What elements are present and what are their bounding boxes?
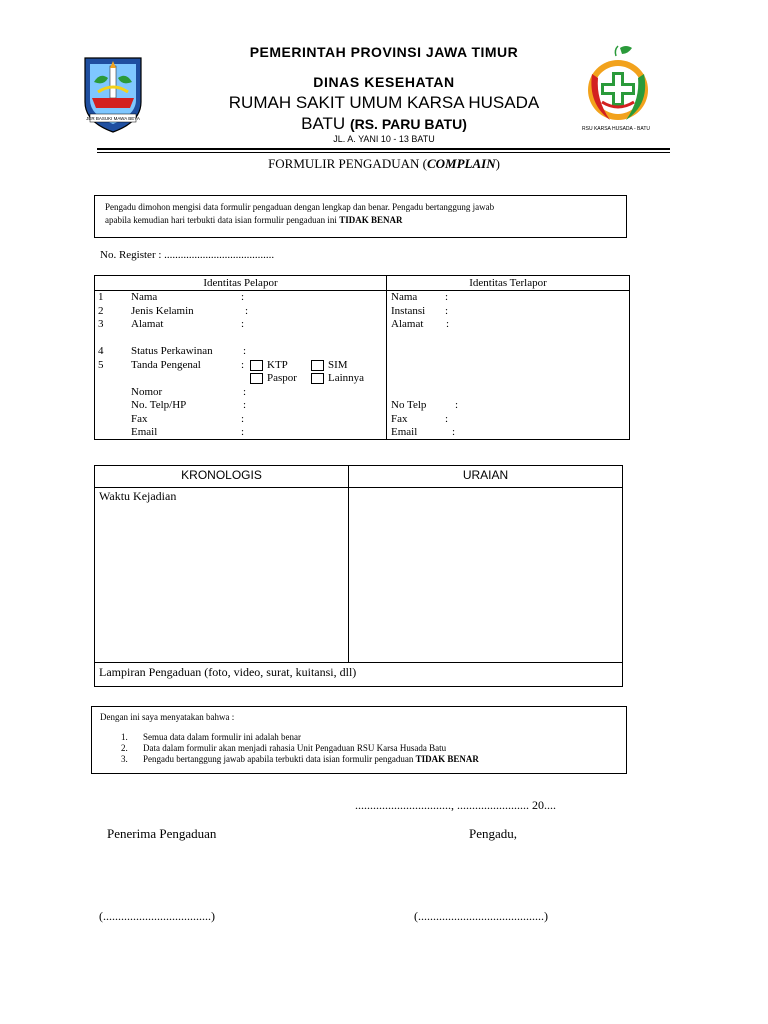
id-option-label: Lainnya (328, 372, 365, 384)
description-header: URAIAN (462, 468, 509, 482)
reported-agency-field[interactable]: : (445, 305, 449, 317)
chronology-divider (348, 466, 349, 662)
form-title (0, 156, 768, 172)
statement-box (91, 706, 627, 774)
chronology-table (94, 465, 623, 687)
statement-item-number: 3. (121, 754, 128, 764)
incident-time-label: Waktu Kejadian (99, 489, 177, 503)
id-option-ktp[interactable] (250, 359, 288, 371)
reporter-name-label: Nama (131, 291, 158, 303)
reporter-fax-field[interactable]: : (241, 413, 245, 425)
row-number: 4 (98, 345, 104, 357)
form-title-italic: COMPLAIN (426, 156, 496, 171)
identity-table-header-rule (95, 290, 629, 291)
row-number: 1 (98, 291, 104, 303)
reported-phone-label: No Telp (391, 399, 427, 411)
hospital-address: JL. A. YANI 10 - 13 BATU (333, 134, 435, 144)
reported-agency-label: Instansi (391, 305, 426, 317)
checkbox[interactable] (311, 360, 324, 371)
province-logo-motto: JER BASUKI MAWA BEYA (86, 116, 140, 121)
reported-name-field[interactable]: : (445, 291, 449, 303)
checkbox[interactable] (311, 373, 324, 384)
notice-line-2-text: apabila kemudian hari terbukti data isian formulir pengaduan ini (105, 215, 340, 225)
description-input-area[interactable] (353, 491, 618, 659)
statement-intro: Dengan ini saya menyatakan bahwa : (100, 712, 235, 722)
statement-item-text (143, 752, 479, 766)
complainant-signature-line[interactable]: (..........................................) (414, 909, 548, 923)
chronology-header: KRONOLOGIS (181, 468, 262, 482)
receiver-label: Penerima Pengaduan (107, 826, 217, 841)
notice-box (94, 195, 627, 238)
reported-fax-label: Fax (391, 413, 408, 425)
checkbox[interactable] (250, 373, 263, 384)
complainant-label: Pengadu, (469, 826, 518, 841)
chronology-footer-rule (95, 662, 622, 663)
hospital-name: RUMAH SAKIT UMUM KARSA HUSADA (228, 93, 540, 112)
reporter-id-label: Tanda Pengenal (131, 359, 201, 371)
reporter-idnumber-label: Nomor (131, 386, 163, 398)
statement-item-text-bold: TIDAK BENAR (415, 754, 479, 764)
checkbox[interactable] (250, 360, 263, 371)
hospital-alias: (RS. PARU BATU) (349, 116, 467, 132)
form-title-suffix: ) (495, 156, 500, 171)
reporter-phone-field[interactable]: : (243, 399, 247, 411)
chronology-header-rule (95, 487, 622, 488)
identity-table (94, 275, 630, 440)
row-number: 3 (98, 318, 104, 330)
reporter-fax-label: Fax (131, 413, 148, 425)
statement-item-text-plain: Pengadu bertanggung jawab apabila terbukti data isian formulir pengaduan (143, 754, 416, 764)
statement-item-text: Data dalam formulir akan menjadi rahasia Unit Pengaduan RSU Karsa Husada Batu (143, 743, 447, 753)
id-option-lainnya[interactable] (311, 372, 364, 384)
reporter-email-label: Email (131, 426, 158, 438)
reported-address-field[interactable]: : (446, 318, 450, 330)
statement-item-number: 2. (121, 743, 128, 753)
notice-line-2-bold: TIDAK BENAR (339, 215, 403, 225)
reporter-address-field[interactable]: : (241, 318, 245, 330)
government-title: PEMERINTAH PROVINSI JAWA TIMUR (249, 44, 519, 60)
chronology-input-area[interactable] (99, 504, 344, 659)
hospital-city: BATU (301, 114, 350, 133)
identity-header-reported: Identitas Terlapor (469, 277, 547, 289)
id-option-paspor[interactable] (250, 372, 297, 384)
reported-email-label: Email (391, 426, 418, 438)
id-option-label: Paspor (267, 372, 297, 384)
reporter-name-field[interactable]: : (241, 291, 245, 303)
notice-line-1: Pengadu dimohon mengisi data formulir pengaduan dengan lengkap dan benar. Pengadu bertanggung jawab (105, 202, 495, 212)
hospital-location (0, 114, 768, 134)
hospital-logo-text: RSU KARSA HUSADA - BATU (582, 126, 650, 132)
header-divider-thick (97, 148, 670, 150)
reporter-gender-label: Jenis Kelamin (131, 305, 194, 317)
reporter-phone-label: No. Telp/HP (131, 399, 187, 411)
reported-phone-field[interactable]: : (455, 399, 459, 411)
identity-table-divider (386, 276, 387, 439)
reporter-id-colon: : (241, 359, 245, 371)
row-number: 2 (98, 305, 104, 317)
attachment-label: Lampiran Pengaduan (foto, video, surat, kuitansi, dll) (99, 665, 357, 679)
statement-item-text: Semua data dalam formulir ini adalah benar (143, 732, 301, 742)
reported-fax-field[interactable]: : (445, 413, 449, 425)
reported-name-label: Nama (391, 291, 418, 303)
reporter-marital-label: Status Perkawinan (131, 345, 213, 357)
id-option-label: KTP (267, 359, 288, 371)
notice-line-2 (105, 213, 620, 227)
id-option-label: SIM (328, 359, 348, 371)
reporter-gender-field[interactable]: : (245, 305, 249, 317)
reporter-email-field[interactable]: : (241, 426, 245, 438)
receiver-signature-line[interactable]: (....................................) (99, 909, 215, 923)
header-divider-thin (97, 152, 670, 153)
department-title: DINAS KESEHATAN (313, 74, 455, 90)
identity-header-reporter: Identitas Pelapor (203, 277, 278, 289)
reporter-marital-field[interactable]: : (243, 345, 247, 357)
id-option-sim[interactable] (311, 359, 348, 371)
place-date-field[interactable]: ................................, ........................ 20.... (355, 798, 556, 812)
reporter-idnumber-field[interactable]: : (243, 386, 247, 398)
reported-address-label: Alamat (391, 318, 424, 330)
form-title-prefix: FORMULIR PENGADUAN ( (268, 156, 427, 171)
reported-email-field[interactable]: : (452, 426, 456, 438)
register-number-field[interactable]: No. Register : ........................................ (100, 249, 275, 261)
statement-item-number: 1. (121, 732, 128, 742)
reporter-address-label: Alamat (131, 318, 164, 330)
row-number: 5 (98, 359, 104, 371)
